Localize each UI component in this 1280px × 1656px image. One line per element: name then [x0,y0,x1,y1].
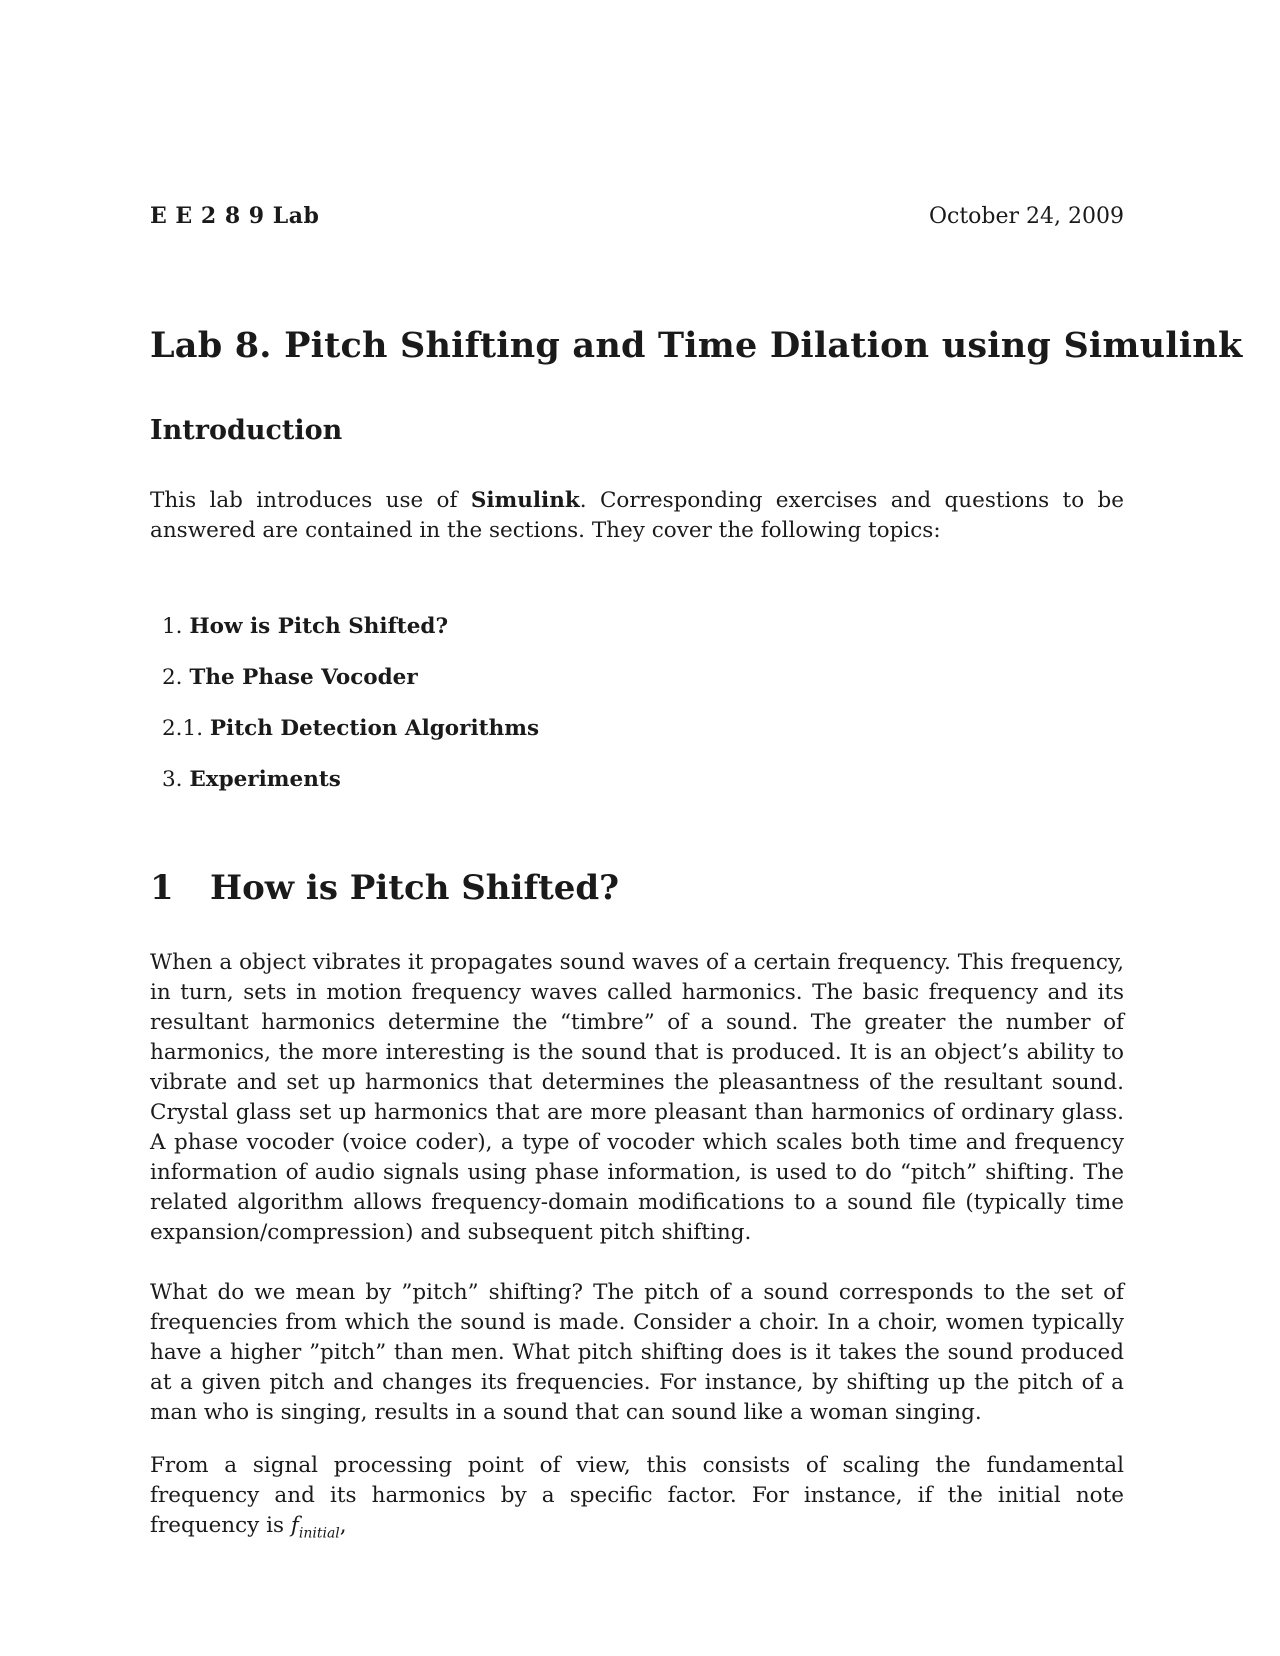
math-subscript: initial [298,1525,340,1542]
section-1-heading [150,868,619,908]
section-1-paragraph-3 [150,1451,1124,1548]
topic-label: Experiments [189,767,341,792]
topic-label: The Phase Vocoder [189,665,418,690]
topic-label: How is Pitch Shifted? [189,614,449,639]
section-1-paragraph-1: When a object vibrates it propagates sound waves of a certain frequency. This frequency, in turn, sets in motion frequency waves called harmonics. The basic frequency and its resultant harmonics determine the “timbre” of a sound. The greater the number of harmonics, the more interesting is the sound that is produced. It is an object’s ability to vibrate and set up harmonics that determines the pleasantness of the resultant sound. Crystal glass set up harmonics that are more pleasant than harmonics of ordinary glass. A phase vocoder (voice coder), a type of vocoder which scales both time and frequency information of audio signals using phase information, is used to do “pitch” shifting. The related algorithm allows frequency-domain modifications to a sound file (typically time expansion/compression) and subsequent pitch shifting. [150,950,1124,1245]
list-item [162,612,539,663]
introduction-heading: Introduction [150,415,343,446]
intro-bold-word: Simulink [470,488,580,513]
list-item [162,765,539,816]
topic-number: 3. [162,767,183,792]
topic-number: 1. [162,614,183,639]
section-title: How is Pitch Shifted? [210,868,620,908]
topic-label: Pitch Detection Algorithms [209,716,540,741]
paragraph-3-end: , [339,1513,347,1538]
list-item [162,714,539,765]
topic-list [162,612,539,816]
course-label: E E 2 8 9 Lab [150,203,320,229]
math-f-initial [290,1513,340,1542]
topic-number: 2.1. [162,716,204,741]
page-header [150,203,1124,229]
section-1-paragraph-2: What do we mean by ”pitch” shifting? The pitch of a sound corresponds to the set of frequencies from which the sound is made. Consider a choir. In a choir, women typically have a higher ”pitch” than men. What pitch shifting does is it takes the sound produced at a given pitch and changes its frequencies. For instance, by shifting up the pitch of a man who is singing, results in a sound that can sound like a woman singing. [150,1280,1124,1425]
math-base: f [290,1513,299,1538]
intro-text-before: This lab introduces use of [150,488,471,513]
introduction-paragraph [150,486,1124,546]
list-item [162,663,539,714]
lab-title: Lab 8. Pitch Shifting and Time Dilation using Simulink [150,325,1243,366]
paragraph-3-text: From a signal processing point of view, this consists of scaling the fundamental frequency and its harmonics by a specific factor. For instance, if the initial note frequency is [150,1453,1124,1538]
topic-number: 2. [162,665,183,690]
intro-text-after: . Corresponding exercises and questions to be answered are contained in the sections. They cover the following topics: [150,488,1124,543]
section-number: 1 [150,868,174,908]
document-date: October 24, 2009 [928,204,1124,229]
